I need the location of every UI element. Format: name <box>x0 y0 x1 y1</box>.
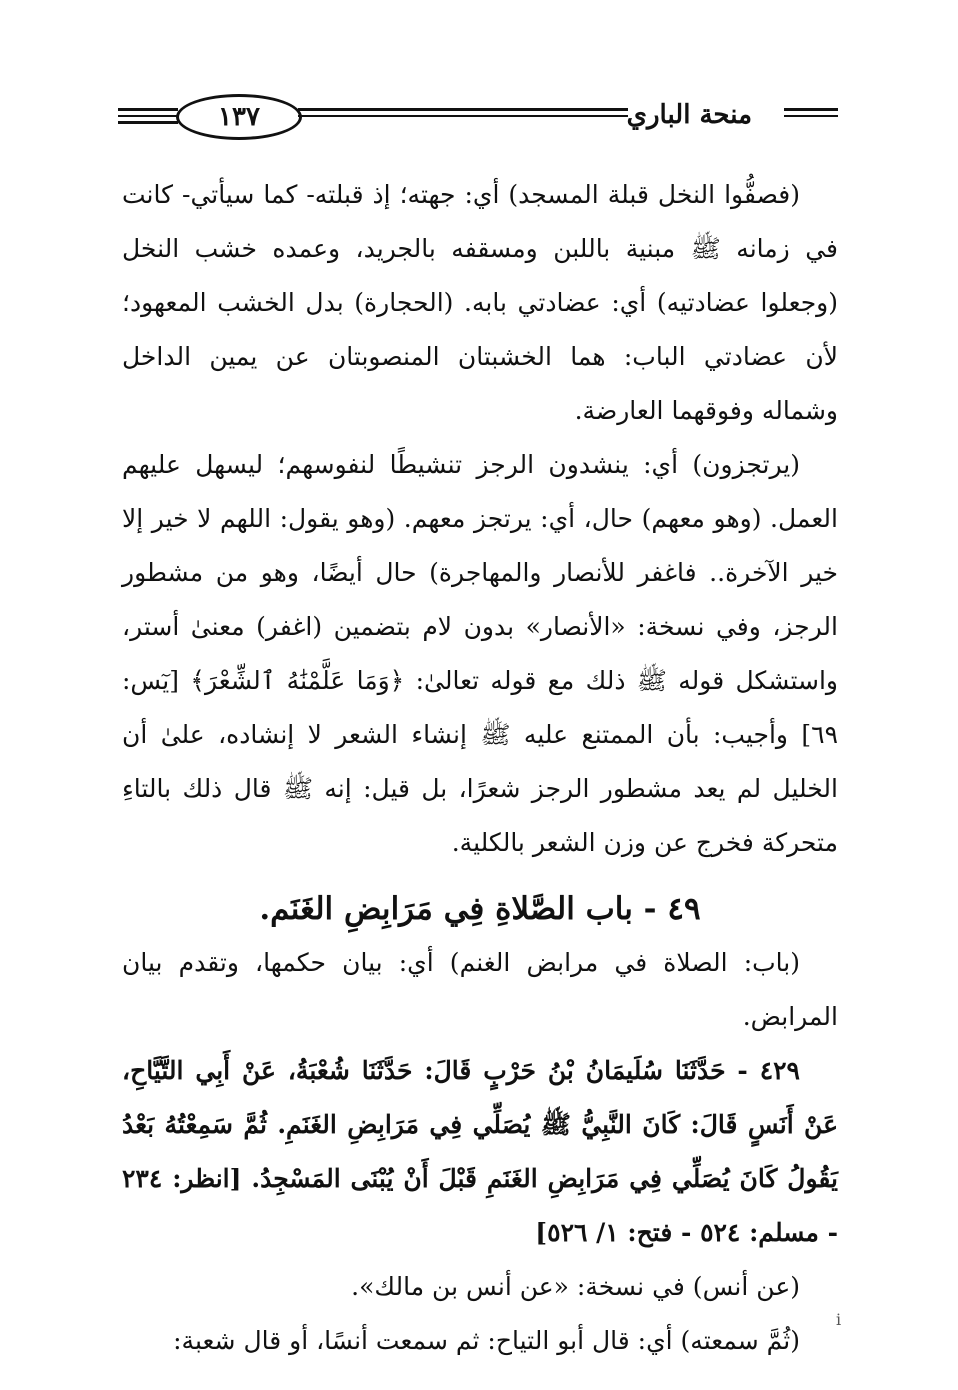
book-title: منحة الباري <box>626 100 752 130</box>
paragraph-qibla: (فصفُّوا النخل قبلة المسجد) أي: جهته؛ إذ قبلته- كما سيأتي- كانت في زمانه ﷺ مبنية باللبن ومسقفه بالجريد، وعمده خشب النخل (وجعلوا عضادتيه) أي: عضادتي بابه. (الحجارة) بدل الخشب المعهود؛ لأن عضادتي الباب: هما الخشبتان المنصوبتان عن يمين الداخل وشماله وفوقهما العارضة. <box>122 180 838 425</box>
scan-mark: ⅰ <box>836 1310 842 1329</box>
note-anas: (عن أنس) في نسخة: «عن أنس بن مالك». <box>351 1272 800 1301</box>
header-rule-center-top <box>298 108 628 111</box>
header-rule-center-bottom <box>298 115 628 117</box>
header-rule-left-mid <box>118 115 178 117</box>
hadith-text: ٤٢٩ - حَدَّثَنَا سُلَيمَانُ بْنُ حَرْبٍ قَالَ: حَدَّثَنَا شُعْبَةُ، عَنْ أَبِي التَّيَّاحِ، عَنْ أَنَسٍ قَالَ: كَانَ النَّبِيُّ ﷺ يُصَلِّي فِي مَرَابِضِ الغَنَمِ. ثُمَّ سَمِعْتُهُ بَعْدُ يَقُولُ كَانَ يُصَلِّي فِي مَرَابِضِ الغَنَمِ قَبْلَ أَنْ يُبْنَى المَسْجِدُ. [انظر: ٢٣٤ - مسلم: ٥٢٤ - فتح: ١/ ٥٢٦] <box>122 1056 838 1247</box>
page-number: ١٣٧ <box>176 94 302 140</box>
note-sami-tuhu: (ثُمَّ سمعته) أي: قال أبو التياح: ثم سمعت أنسًا، أو قال شعبة: <box>173 1326 800 1355</box>
commentary-section-2 <box>122 936 838 1368</box>
chapter-heading: ٤٩ - باب الصَّلاةِ فِي مَرَابِضِ الغَنَم. <box>259 891 701 927</box>
paragraph-rajaz: (يرتجزون) أي: ينشدون الرجز تنشيطًا لنفوسهم؛ ليسهل عليهم العمل. (وهو معهم) حال، أي: يرتجز معهم. (وهو يقول: اللهم لا خير إلا خير الآخرة.. فاغفر للأنصار والمهاجرة) حال أيضًا، وهو من مشطور الرجز، وفي نسخة: «الأنصار» بدون لام بتضمين (اغفر) معنىٰ أستر، واستشكل قوله ﷺ ذلك مع قوله تعالىٰ: ﴿وَمَا عَلَّمْنَٰهُ ٱلشِّعْرَ﴾ [يٓس: ٦٩] وأجيب: بأن الممتنع عليه ﷺ إنشاء الشعر لا إنشاده، علىٰ أن الخليل لم يعد مشطور الرجز شعرًا، بل قيل: إنه ﷺ قال ذلك بالتاءِ متحركة فخرج عن وزن الشعر بالكلية. <box>122 450 838 857</box>
header-rule-left-bottom <box>118 121 178 124</box>
header-rule-left-top <box>118 108 178 111</box>
header-rule-right-top <box>784 108 838 111</box>
page-header <box>118 92 838 142</box>
chapter-intro: (باب: الصلاة في مرابض الغنم) أي: بيان حكمها، وتقدم بيان المرابض. <box>122 948 838 1031</box>
header-rule-right-bottom <box>784 115 838 117</box>
commentary-section-1 <box>122 168 838 870</box>
